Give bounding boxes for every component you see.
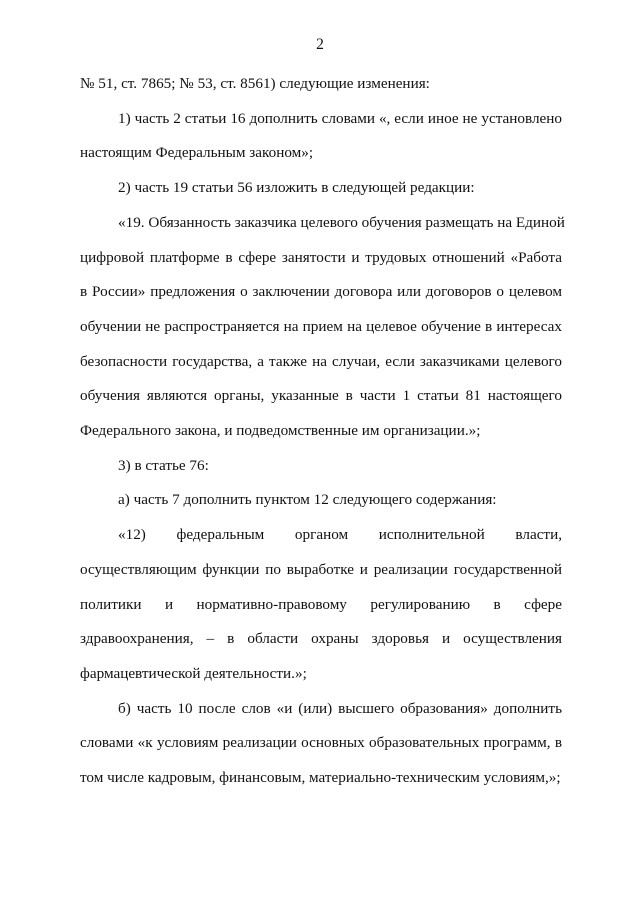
text-line: 2) часть 19 статьи 56 изложить в следующей редакции: xyxy=(118,179,475,197)
text-line: Федерального закона, и подведомственные им организации.»; xyxy=(80,422,481,440)
text-line: фармацевтической деятельности.»; xyxy=(80,664,307,682)
text-line: цифровой платформе в сфере занятости и трудовых отношений «Работа xyxy=(80,248,562,266)
text-line: осуществляющим функции по выработке и реализации государственной xyxy=(80,560,562,578)
paragraph-item3a xyxy=(80,483,562,518)
text-line: б) часть 10 после слов «и (или) высшего образования» дополнить xyxy=(118,699,562,717)
text-line: словами «к условиям реализации основных образовательных программ, в xyxy=(80,734,562,752)
page-number: 2 xyxy=(316,36,324,53)
text-line: том числе кадровым, финансовым, материально-техническим условиям,»; xyxy=(80,769,561,787)
paragraph-item2-text xyxy=(80,206,565,449)
text-line: здравоохранения, – в области охраны здоровья и осуществления xyxy=(80,630,562,648)
text-line: обучения являются органы, указанные в части 1 статьи 81 настоящего xyxy=(80,387,562,405)
paragraph-item2 xyxy=(80,171,562,206)
text-line: «12) федеральным органом исполнительной власти, xyxy=(118,526,562,544)
text-line: 3) в статье 76: xyxy=(118,456,209,474)
paragraph-item3a-text xyxy=(80,518,562,692)
text-line: в России» предложения о заключении договора или договоров о целевом xyxy=(80,283,562,301)
text-line: № 51, ст. 7865; № 53, ст. 8561) следующие изменения: xyxy=(80,75,430,92)
text-line: «19. Обязанность заказчика целевого обучения размещать на Единой xyxy=(118,213,565,231)
paragraph-item1 xyxy=(80,102,562,171)
text-line: а) часть 7 дополнить пунктом 12 следующего содержания: xyxy=(118,491,497,509)
text-line: обучении не распространяется на прием на целевое обучение в интересах xyxy=(80,317,562,335)
document-body xyxy=(80,67,565,796)
text-line: безопасности государства, а также на случаи, если заказчиками целевого xyxy=(80,352,562,370)
text-line: политики и нормативно-правовому регулированию в сфере xyxy=(80,595,562,613)
text-line: настоящим Федеральным законом»; xyxy=(80,144,314,162)
paragraph-item3 xyxy=(80,449,562,484)
paragraph-item3b xyxy=(80,692,562,796)
text-line: 1) часть 2 статьи 16 дополнить словами «, если иное не установлено xyxy=(118,109,562,127)
paragraph-intro xyxy=(80,67,562,102)
